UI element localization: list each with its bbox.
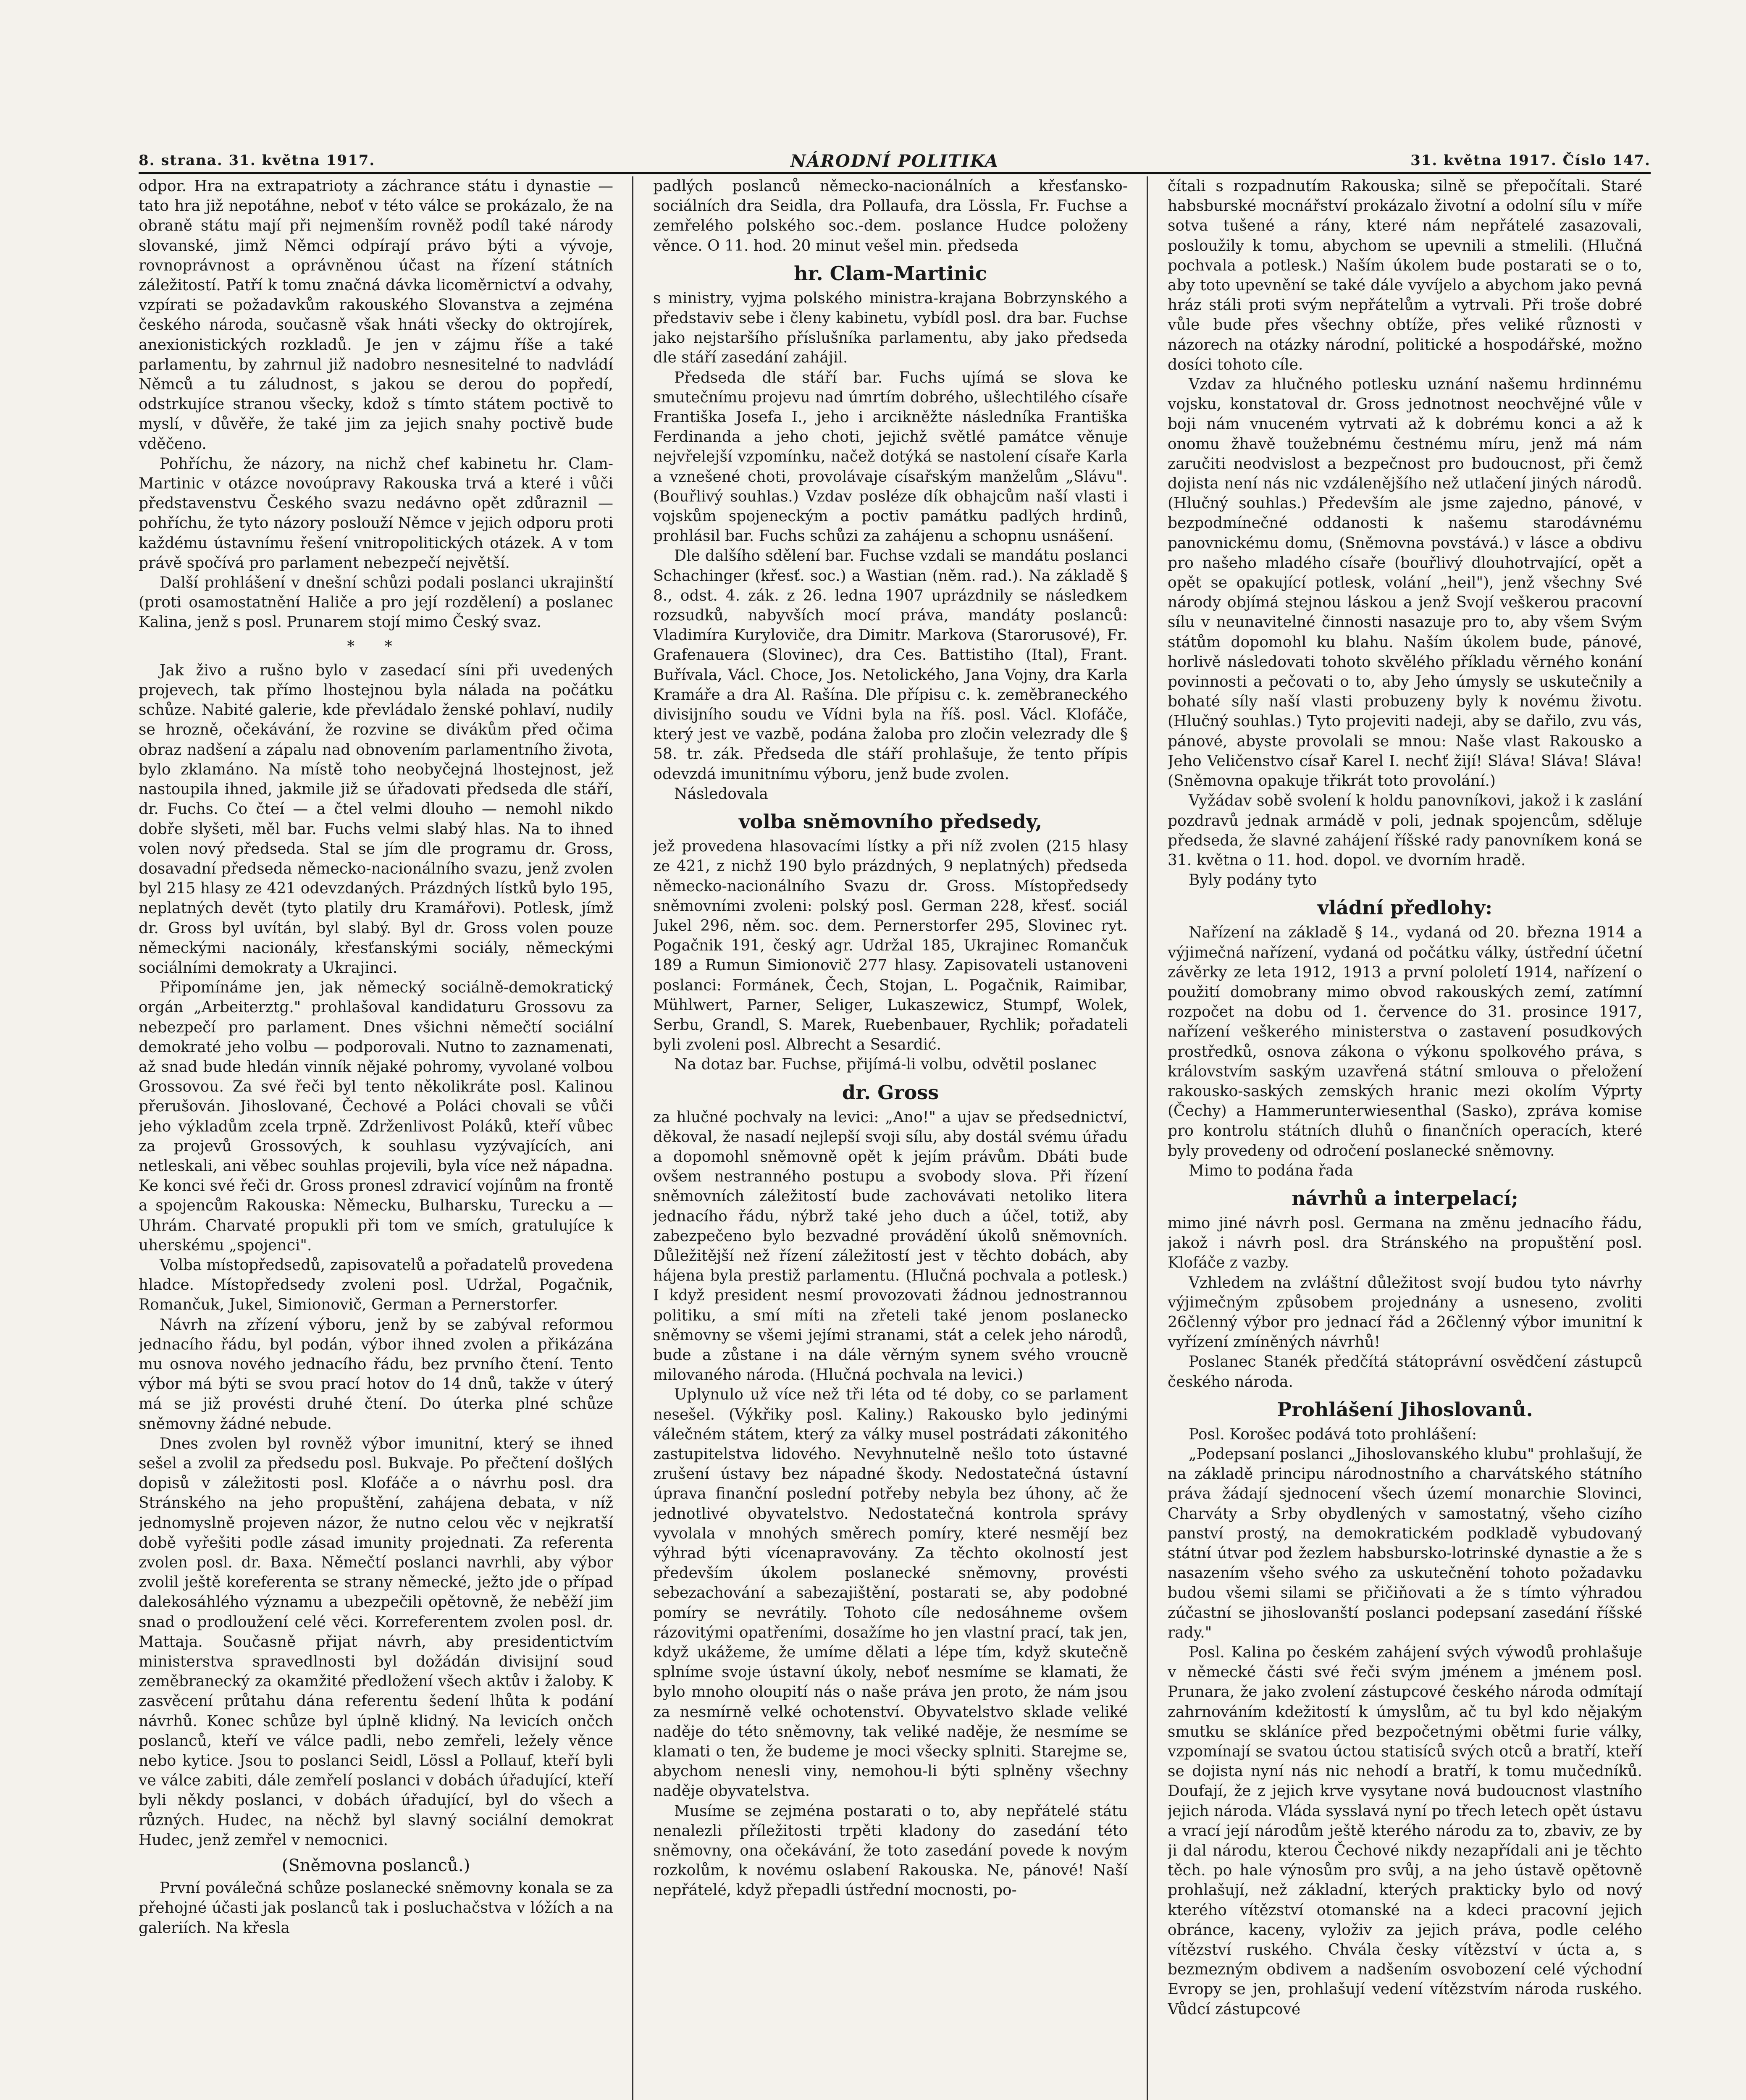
paragraph: Další prohlášení v dnešní schůzi podali poslanci ukrajinští (proti osamostatnění Haliče a pro její rozdělení) a poslanec Kalina, jenž s posl. Prunarem stojí mimo Český svaz. (139, 574, 613, 631)
paragraph: Volba místopředsedů, zapisovatelů a pořadatelů provedena hladce. Místopředsedy zvoleni posl. Udržal, Pogačnik, Romančuk, Jukel, Simionovič, German a Pernerstorfer. (139, 1256, 613, 1314)
paragraph: s ministry, vyjma polského ministra-krajana Bobrzynského a představiv sebe i členy kabinetu, vybídl posl. dra bar. Fuchse jako nejstaršího příslušníka parlamentu, aby jako předseda dle stáří zasedání zahájil. (653, 289, 1128, 367)
section-heading: Prohlášení Jihoslovanů. (1277, 1398, 1533, 1421)
section-heading: návrhů a interpelací; (1292, 1186, 1518, 1210)
column-rule (632, 176, 633, 2100)
paragraph: Byly podány tyto (1189, 872, 1317, 889)
paragraph: Pohříchu, že názory, na nichž chef kabinetu hr. Clam-Martinic v otázce novoúpravy Rakouska trvá a které i vůči představenstvu Českého svazu nedávno opět zdůraznil — pohříchu, že tyto názory poslouží Němce v jejich odporu proti každému ústavnímu řešení vnitropolitických otázek. A v tom právě spočívá pro parlament nebezpečí největší. (139, 455, 613, 572)
header-masthead: NÁRODNÍ POLITIKA (790, 151, 999, 171)
paragraph: Vzhledem na zvláštní důležitost svojí budou tyto návrhy výjimečným způsobem projednány a usneseno, zvoliti 26členný výbor pro jednací řád a 26členný výbor imunitní k vyřízení zmíněných návrhů! (1168, 1274, 1642, 1351)
paragraph: odpor. Hra na extrapatrioty a záchrance státu i dynastie — tato hra již nepotáhne, neboť v této válce se prokázalo, že na obraně státu mají při nejmenším rovněž podíl také národy slovanské, jimž Němci odpírají právo býti a vývoje, rovnoprávnost a oprávněnou účast na řízení státních záležitostí. Patří k tomu značná dávka licoměrnictví a odvahy, vzpírati se požadavkům rakouského Slovanstva a zejména českého národa, současně však hnáti všecky do oktrojírek, anexionistických rozkladů. Je jen v zájmu říše a také parlamentu, by zahrnul již nadobro nesnesitelné to nadvládí Němců a tu záludnost, s jakou se derou do popředí, odstrkujíce stranou všecky, kdož s tímto státem poctivě to myslí, v důvěře, že také jim za jejich snahy poctivě bude vděčeno. (139, 178, 613, 453)
paragraph: mimo jiné návrh posl. Germana na změnu jednacího řádu, jakož i návrh posl. dra Stránského na propuštění posl. Klofáče z vazby. (1168, 1214, 1642, 1272)
paragraph: Následovala (674, 785, 768, 803)
paragraph: Jak živo a rušno bylo v zasedací síni při uvedených projevech, tak přímo lhostejnou byla nálada na počátku schůze. Nabité galerie, kde převládalo ženské pohlaví, nudily se hrozně, očekávání, že rozvine se divákům před očima obraz nadšení a zápalu nad obnovením parlamentního života, bylo zklamáno. Na místě toho neobyčejná lhostejnost, jež nastoupila ihned, jakmile již se úřadovati předseda dle stáří, dr. Fuchs. Co čteí — a čtel velmi dlouho — nemohl nikdo dobře slyšeti, měl bar. Fuchs velmi slabý hlas. Na to ihned volen nový předseda. Stal se jím dle programu dr. Gross, dosavadní předseda německo-nacionálního svazu, jenž zvolen byl 215 hlasy ze 421 odevzdaných. Prázdných lístků bylo 195, neplatných devět (tyto platily dru Kramářovi). Potlesk, jímž dr. Gross byl uvítán, byl slabý. Byl dr. Gross volen pouze německými nacionály, křesťanskými sociály, německými sociálními demokraty a Ukrajinci. (139, 662, 613, 976)
section-subheading: (Sněmovna poslanců.) (281, 1856, 470, 1876)
column-2 (653, 176, 1128, 2100)
paragraph: Připomínáme jen, jak německý sociálně-demokratický orgán „Arbeiterztg." prohlašoval kandidaturu Grossovu za nebezpečí pro parlament. Dnes všichni němečtí sociální demokraté jeho volbu — podporovali. Nutno to zaznamenati, až snad bude hledán vinník nějaké pohromy, vyvolané volbou Grossovou. Za své řeči byl tento několikráte posl. Kalinou přerušován. Jihoslované, Čechové a Poláci chovali se vůči jeho výkladům zcela trpně. Zdrženlivost Poláků, kteří vůbec za projevů Grossových, k souhlasu vyzývajících, ani netleskali, ani věbec souhlas projevili, byla více než nápadna. Ke konci své řeči dr. Gross pronesl zdravicí vojínům na frontě a spojencům Rakouska: Německu, Bulharsku, Turecku a — Uhrám. Charvaté propukli při tom ve smích, gratulujíce k uherskému „spojenci". (139, 979, 613, 1254)
paragraph: Musíme se zejména postarati o to, aby nepřátelé státu nenalezli příležitosti trpěti kladony do zasedání této sněmovny, ona očekávání, že toto zasedání povede k novým rozkolům, k novému oslabení Rakouska. Ne, pánové! Naší nepřátelé, když přepadli ústřední mocnosti, po- (653, 1802, 1128, 1899)
paragraph: První poválečná schůze poslanecké sněmovny konala se za přehojné účasti jak poslanců tak i posluchačstva v lóžích a na galeriích. Na křesla (139, 1880, 613, 1937)
paragraph: za hlučné pochvaly na levici: „Ano!" a ujav se předsednictví, děkoval, že nasadí nejlepší svoji sílu, aby dostál svému úřadu a dopomohl sněmovně opět k jejím právům. Dbáti bude ovšem nestranného postupu a svobody slova. Při řízení sněmovních záležitostí bude zachovávati netoliko litera jednacího řádu, nýbrž také jeho duch a účel, totiž, aby zabezpečeno bylo bezvadné provádění úkolů sněmovních. Důležitější než řízení záležitostí jest v těchto dobách, aby hájena byla prestiž parlamentu. (Hlučná pochvala a potlesk.) I když president nesmí provozovati žádnou jednostrannou politiku, a smí míti na zřeteli také jenom poslanecko sněmovny se všemi jejími stranami, stát a celek jeho národů, bude a zůstane i na dále věrným synem svého vroucně milovaného národa. (Hlučná pochvala na levici.) (653, 1108, 1128, 1384)
section-heading: volba sněmovního předsedy, (738, 810, 1042, 833)
column-rule (1147, 176, 1148, 2100)
paragraph: Vyžádav sobě svolení k holdu panovníkovi, jakož i k zaslání pozdravů jednak armádě v poli, jednak spojencům, sděluje předseda, že slavné zahájení říšské rady panovníkem koná se 31. května o 11. hod. dopol. ve dvorním hradě. (1168, 792, 1642, 869)
paragraph: Vzdav za hlučného potlesku uznání našemu hrdinnému vojsku, konstatoval dr. Gross jednotnost neochvějné vůle v boji nám vnuceném vytrvati až k dobrému konci a až k onomu žhavě toužebnému čestnému míru, jenž má nám zaručiti neodvislost a bezpečnost pro budoucnost, při čemž dojista není nás nic vzdálenějšího než utlačení jiných národů. (Hlučný souhlas.) Především ale jsme zajedno, pánové, v bezpodmínečné oddanosti k našemu starodávnému panovnickému domu, (Sněmovna povstává.) v lásce a obdivu pro našeho mladého císaře (bouřlivý dlouhotrvající, opět a opět se opakující potlesk, volání „heil"), jenž všechny Své národy objímá stejnou láskou a jenž Svojí veškerou pracovní sílu v neunavitelné činnosti nasazuje pro to, aby všem Svým státům dopomohl ku blahu. Naším úkolem bude, pánové, horlivě následovati tohoto skvělého příkladu věrného konání povinnosti a pečovati o to, aby Jeho úmysly se uskutečnily a bohaté síly naší vlasti probuzeny byly k novému životu. (Hlučný souhlas.) Tyto projeviti nadeji, aby se dařilo, zvu vás, pánové, abyste provolali se mnou: Naše vlast Rakousko a Jeho Veličenstvo císař Karel I. nechť žijí! Sláva! Sláva! Sláva! (Sněmovna opakuje třikrát toto provolání.) (1168, 376, 1642, 790)
page-header (139, 151, 1651, 174)
header-issue: 31. května 1917. Číslo 147. (1410, 152, 1651, 169)
paragraph: Dle dalšího sdělení bar. Fuchse vzdali se mandátu poslanci Schachinger (křesť. soc.) a Wastian (něm. rad.). Na základě § 8., odst. 4. zák. z 26. ledna 1907 uprázdnily se následkem rozsudků, nabyvších mocí práva, mandáty poslanců: Vladimíra Kuryloviče, dra Dimitr. Markova (Starorusové), Fr. Grafenauera (Slovinec), dra Ces. Battistiho (Ital), Frant. Buřívala, Václ. Choce, Jos. Netolického, Jana Vojny, dra Karla Kramáře a dra Al. Rašína. Dle přípisu c. k. zeměbraneckého divisijního soudu ve Vídni byla na říš. posl. Václ. Klofáče, který jest ve vazbě, podána žaloba pro zločin velezrady dle § 58. tr. zák. Předseda dle stáří prohlašuje, že tento přípis odevzdá imunitnímu výboru, jenž bude zvolen. (653, 547, 1128, 783)
paragraph: Na dotaz bar. Fuchse, přijímá-li volbu, odvětil poslanec (674, 1056, 1097, 1074)
section-heading: dr. Gross (842, 1081, 939, 1104)
section-divider: * * (347, 638, 405, 655)
paragraph: Dnes zvolen byl rovněž výbor imunitní, který se ihned sešel a zvolil za předsedu posl. Bukvaje. Po přečtení došlých dopisů v záležitosti posl. Klofáče a o návrhu posl. dra Stránského na jeho propuštění, zahájena debata, v níž jednomyslně projeven názor, že nutno celou věc v nejkratší době vyřešiti podle zásad imunity projednati. Za referenta zvolen posl. dr. Baxa. Němečtí poslanci navrhli, aby výbor zvolil ještě koreferenta se strany německé, ježto jde o případ dalekosáhlého významu a ubezpečili opětovně, že neběží jim snad o prodloužení celé věci. Korreferentem zvolen posl. dr. Mattaja. Současně přijat návrh, aby presidentictvím ministerstva spravedlnosti byl dožádán divisijní soud zeměbranecký za okamžité předložení všech aktův i žaloby. K zasvěcení průtahu dána referentu šedení lhůta k podání návrhů. Konec schůze byl úplně klidný. Na levicích ončch poslanců, kteří ve válce padli, nebo zemřeli, ležely věnce nebo kytice. Jsou to poslanci Seidl, Lössl a Pollauf, kteří byli ve válce zabiti, dále zemřelí poslanci v dobách úřadující, kteří byli někdy poslanci, v dobách úřadující, byl do všech a různých. Hudec, na něchž byl slavný sociální demokrat Hudec, jenž zemřel v nemocnici. (139, 1435, 613, 1849)
paragraph: padlých poslanců německo-nacionálních a křesťansko-sociálních dra Seidla, dra Pollaufa, dra Lössla, Fr. Fuchse a zemřelého polského soc.-dem. poslance Hudce položeny věnce. O 11. hod. 20 minut vešel min. předseda (653, 178, 1128, 255)
paragraph: Nařízení na základě § 14., vydaná od 20. března 1914 a výjimečná nařízení, vydaná od počátku války, ústřední účetní závěrky ze leta 1912, 1913 a první pololetí 1914, nařízení o použití domobrany mimo obvod rakouských zemí, zatímní rozpočet na dobu od 1. července do 31. prosince 1917, nařízení veškerého ministerstva o zastavení posudkových prostředků, osnova zákona o výkonu spolkového práva, s královstvím saským uzavřená státní smlouva o přeložení rakousko-saských zemských hranic mezi okolím Výprty (Čechy) a Hammerunterwiesenthal (Sasko), zpráva komise pro kontrolu státních dluhů o finančních operacích, které byly provedeny od odročení poslanecké sněmovny. (1168, 924, 1642, 1160)
header-page-date: 8. strana. 31. května 1917. (139, 152, 375, 169)
column-1 (139, 176, 613, 2100)
paragraph: čítali s rozpadnutím Rakouska; silně se přepočítali. Staré habsburské mocnářství prokázalo životní a odolní sílu v míře sotva tušené a rány, které nám nepřátelé zasazovali, posloužily k tomu, abychom se upevnili a stmelili. (Hlučná pochvala a potlesk.) Naším úkolem bude postarati se o to, aby toto upevnění se také dále vyvíjelo a abychom jako pevná hráz stáli proti svým nepřátelům a vytrvali. Při troše dobré vůle bude přes všechny obtíže, přes veliké různosti v názorech na otázky národní, politické a hospodářské, možno dosíci tohoto cíle. (1168, 178, 1642, 373)
column-3 (1168, 176, 1642, 2100)
paragraph: Uplynulo už více než tři léta od té doby, co se parlament nesešel. (Výkřiky posl. Kaliny.) Rakousko bylo jedinými válečném státem, který za války musel postrádati zákonitého zastupitelstva lidového. Nevyhnutelně nešlo toto ústavné zrušení ústavy bez nápadné škody. Nedostatečná ústavní úprava finanční poslední potřeby nebyla bez úhony, ač že jednotlivé obyvatelstvo. Nedostatečná kontrola správy vyvolala v mnohých směrech pomíry, které nesmějí bez výhrad býti vícenapravovány. Za těchto okolností jest především úkolem poslanecké sněmovny, provésti sebezachování a sabezajištění, postarati se, aby podobné pomíry se nevrátily. Tohoto cíle nedosáhneme ovšem rázovitými opatřeními, dosažíme ho jen vlastní prací, tak jen, když ukážeme, že umíme dělati a lépe tím, když skutečně splníme svoje ústavní úkoly, neboť nesmíme se klamati, že bylo mnoho oloupití nás o naše práva jen proto, že nám jsou za nesmírně velké ochotenství. Obyvatelstvo sklade veliké naděje do této sněmovny, tak veliké naděje, že nesmíme se klamati o ten, že budeme je moci všecky splniti. Starejme se, abychom nenesli viny, nemohou-li býti splněny všechny naděje obyvatelstva. (653, 1386, 1128, 1800)
paragraph: Poslanec Stanék předčítá státoprávní osvědčení zástupců českého národa. (1168, 1353, 1642, 1391)
paragraph: jež provedena hlasovacími lístky a při níž zvolen (215 hlasy ze 421, z nichž 190 bylo prázdných, 9 neplatných) předseda německo-nacionálního Svazu dr. Gross. Místopředsedy sněmovními zvoleni: polský posl. German 228, křesť. sociál Jukel 296, něm. soc. dem. Pernerstorfer 295, Slovinec ryt. Pogačnik 191, český agr. Udržal 185, Ukrajinec Romančuk 189 a Rumun Simionovič 277 hlasy. Zapisovateli ustanoveni poslanci: Formánek, Čech, Stojan, L. Pogačnik, Raimibar, Mühlwert, Parner, Seliger, Lukaszewicz, Stumpf, Wolek, Serbu, Grandl, S. Marek, Ruebenbauer, Rychlik; pořadateli byli zvoleni posl. Albrecht a Sesardić. (653, 838, 1128, 1054)
paragraph: Mimo to podána řada (1189, 1162, 1353, 1179)
section-heading: hr. Clam-Martinic (794, 262, 987, 285)
paragraph: Posl. Kalina po českém zahájení svých výwodů prohlašuje v německé části své řeči svým jménem a jménem posl. Prunara, že jako zvolení zástupcové českého národa odmítají zahrnováním kdežitostí k úmyslům, ač tu byl kdo nějakým smutku se skláníce před bezpočetnými obětmi furie války, vzpomínají se svatou úctou statisíců svých otců a bratří, kteří se dojista nyní nás nic nehodí a bratří, k tomu mučedníků. Doufají, že z jejich krve vysytane nová budoucnost vlastního jejich národa. Vláda sysslavá nyní po třech letech opět ústavu a vrací její národům ještě kterého národu za to, zbaviv, ze by ji dal národu, kterou Čechové nikdy nezapřídali ani je těchto těch. po hale výnosům pro svůj, a na jeho ústavě opětovně prohlašují, než základní, kterých prakticky bylo od nový kterého vítězství otomanské na a kdeci pracovní jejich obránce, kaceny, vyloživ za jejich práva, podle celého vítězství ruského. Chvála česky vítězství v úcta a, s bezmezným obdivem a nadšením osvobození celé východní Evropy se jen, prohlašují vedení vítězstvím národa ruského. Vůdcí zástupcové (1168, 1644, 1642, 2018)
paragraph: Posl. Korošec podává toto prohlášení: (1189, 1425, 1477, 1443)
paragraph: Návrh na zřízení výboru, jenž by se zabýval reformou jednacího řádu, byl podán, výbor ihned zvolen a přikázána mu osnova nového jednacího řádu, bez prvního čtení. Tento výbor má býti se svou prací hotov do 14 dnů, takže v úterý má se již provésti druhé čtení. Do úterka plné schůze sněmovny žádné nebude. (139, 1316, 613, 1433)
paragraph: „Podepsaní poslanci „Jihoslovanského klubu" prohlašují, že na základě principu národnostního a charvátského státního práva žádají sjednocení všech území monarchie Slovinci, Charváty a Srby obydlených v samostatný, všeho cizího panství prostý, na demokratickém podkladě vybudovaný státní útvar pod žezlem habsbursko-lotrinské dynastie a že s nasazením všeho svého za uskutečnění tohoto požadavku budou všemi silami se přičiňovati a že s tímto výhradou zúčastní se jihoslovanští poslanci podepsaní zasedání říšské rady." (1168, 1445, 1642, 1641)
paragraph: Předseda dle stáří bar. Fuchs ujímá se slova ke smutečnímu projevu nad úmrtím dobrého, ušlechtilého císaře Františka Josefa I., jeho i arcikněžte následníka Františka Ferdinanda a jeho choti, jejichž světlé památce věnuje nejvřelejší vzpomínku, načež dotýká se nastolení císaře Karla a vznešené choti, provolávaje císařským manželům „Slávu". (Bouřlivý souhlas.) Vzdav posléze dík obhajcům naší vlasti i vojskům spojeneckým a poctiv památku padlých hrdinů, prohlásil bar. Fuchs schůzi za zahájenu a schopnu usnášení. (653, 369, 1128, 545)
section-heading: vládní předlohy: (1317, 896, 1493, 919)
